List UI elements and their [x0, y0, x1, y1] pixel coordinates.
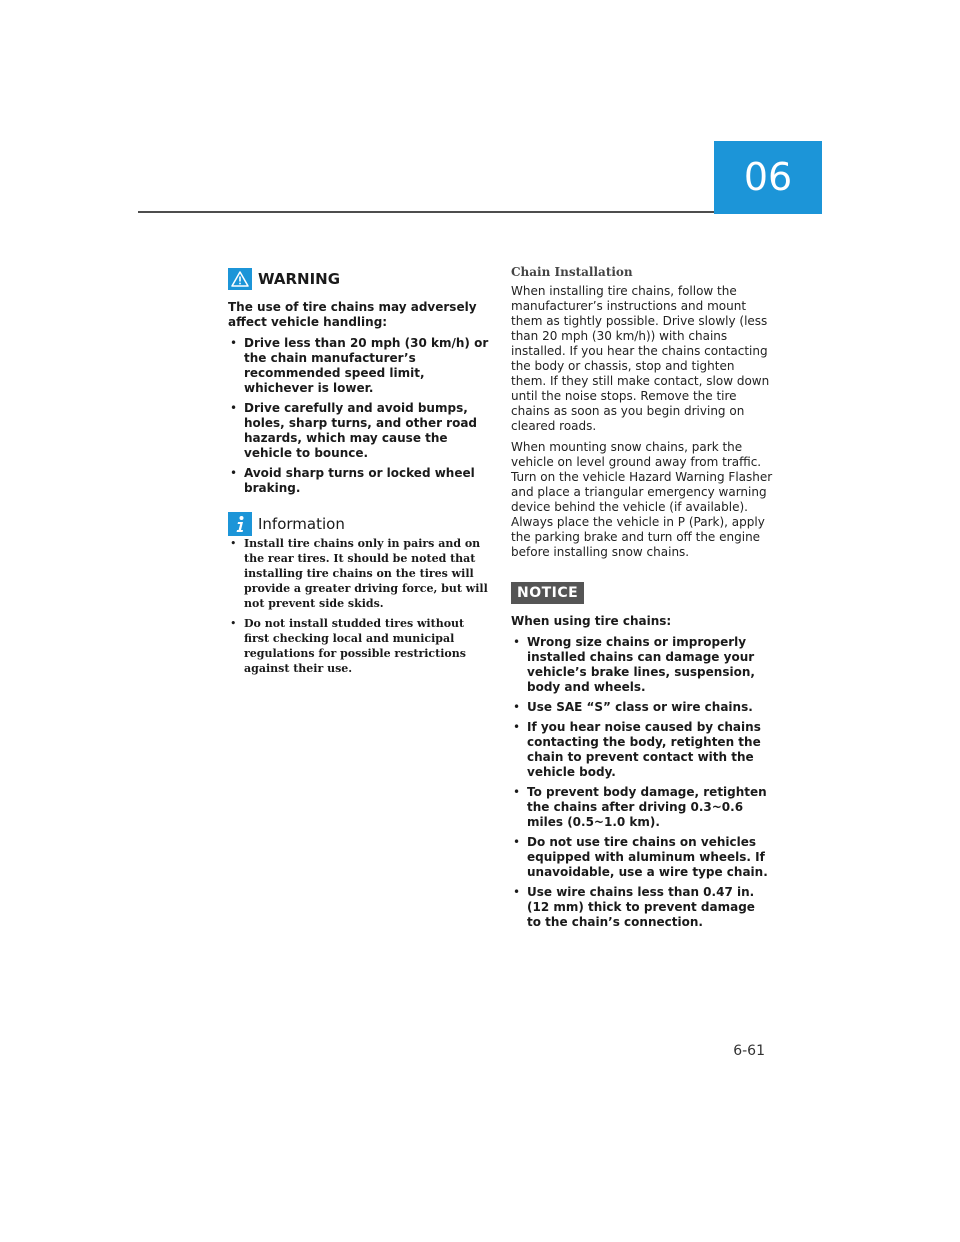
warning-title: WARNING: [258, 270, 341, 288]
left-column: [228, 268, 490, 681]
section-heading: Chain Installation: [511, 265, 633, 279]
list-item: • Wrong size chains or improperly installed chains can damage your vehicle’s brake lines, suspension, body and wheels.: [511, 635, 773, 695]
list-item: • Install tire chains only in pairs and on the rear tires. It should be noted that installing tire chains on the tires will provide a greater driving force, but will not prevent side skids.: [228, 536, 490, 611]
right-column: [511, 265, 773, 935]
notice-badge: NOTICE: [511, 582, 584, 604]
notice-box: [511, 566, 773, 930]
information-header: [228, 512, 490, 536]
list-item: • If you hear noise caused by chains contacting the body, retighten the chain to prevent contact with the vehicle body.: [511, 720, 773, 780]
information-box: [228, 512, 490, 676]
list-item: • Drive carefully and avoid bumps, holes, sharp turns, and other road hazards, which may cause the vehicle to bounce.: [228, 401, 490, 461]
list-item: • Use wire chains less than 0.47 in. (12 mm) thick to prevent damage to the chain’s connection.: [511, 885, 773, 930]
list-item: • Drive less than 20 mph (30 km/h) or the chain manufacturer’s recommended speed limit, whichever is lower.: [228, 336, 490, 396]
list-item: • Use SAE “S” class or wire chains.: [511, 700, 773, 715]
chapter-tab: 06: [714, 141, 822, 214]
list-item: • To prevent body damage, retighten the chains after driving 0.3~0.6 miles (0.5~1.0 km).: [511, 785, 773, 830]
notice-intro: When using tire chains:: [511, 614, 672, 628]
header-rule: [138, 211, 714, 213]
page-number: 6-61: [733, 1043, 765, 1059]
paragraph: When mounting snow chains, park the vehicle on level ground away from traffic. Turn on the vehicle Hazard Warning Flasher and place a triangular emergency warning device behind the vehicle (if available). Always place the vehicle in P (Park), apply the parking brake and turn off the engine before installing snow chains.: [511, 440, 773, 559]
paragraph: When installing tire chains, follow the manufacturer’s instructions and mount them as tightly possible. Drive slowly (less than 20 mph (30 km/h)) with chains installed. If you hear the chains contacting the body or chassis, stop and tighten them. If they still make contact, slow down until the noise stops. Remove the tire chains as soon as you begin driving on cleared roads.: [511, 284, 770, 433]
warning-box: [228, 268, 490, 496]
warning-list: [228, 336, 490, 496]
list-item: • Do not install studded tires without first checking local and municipal regulations for possible restrictions against their use.: [228, 616, 490, 676]
list-item: • Do not use tire chains on vehicles equipped with aluminum wheels. If unavoidable, use a wire type chain.: [511, 835, 773, 880]
warning-triangle-icon: [228, 268, 252, 290]
info-icon: [228, 512, 252, 536]
notice-list: [511, 635, 773, 930]
information-title: Information: [258, 515, 345, 533]
warning-intro: The use of tire chains may adversely affect vehicle handling:: [228, 300, 477, 329]
information-list: [228, 536, 490, 676]
warning-header: [228, 268, 490, 290]
list-item: • Avoid sharp turns or locked wheel braking.: [228, 466, 490, 496]
